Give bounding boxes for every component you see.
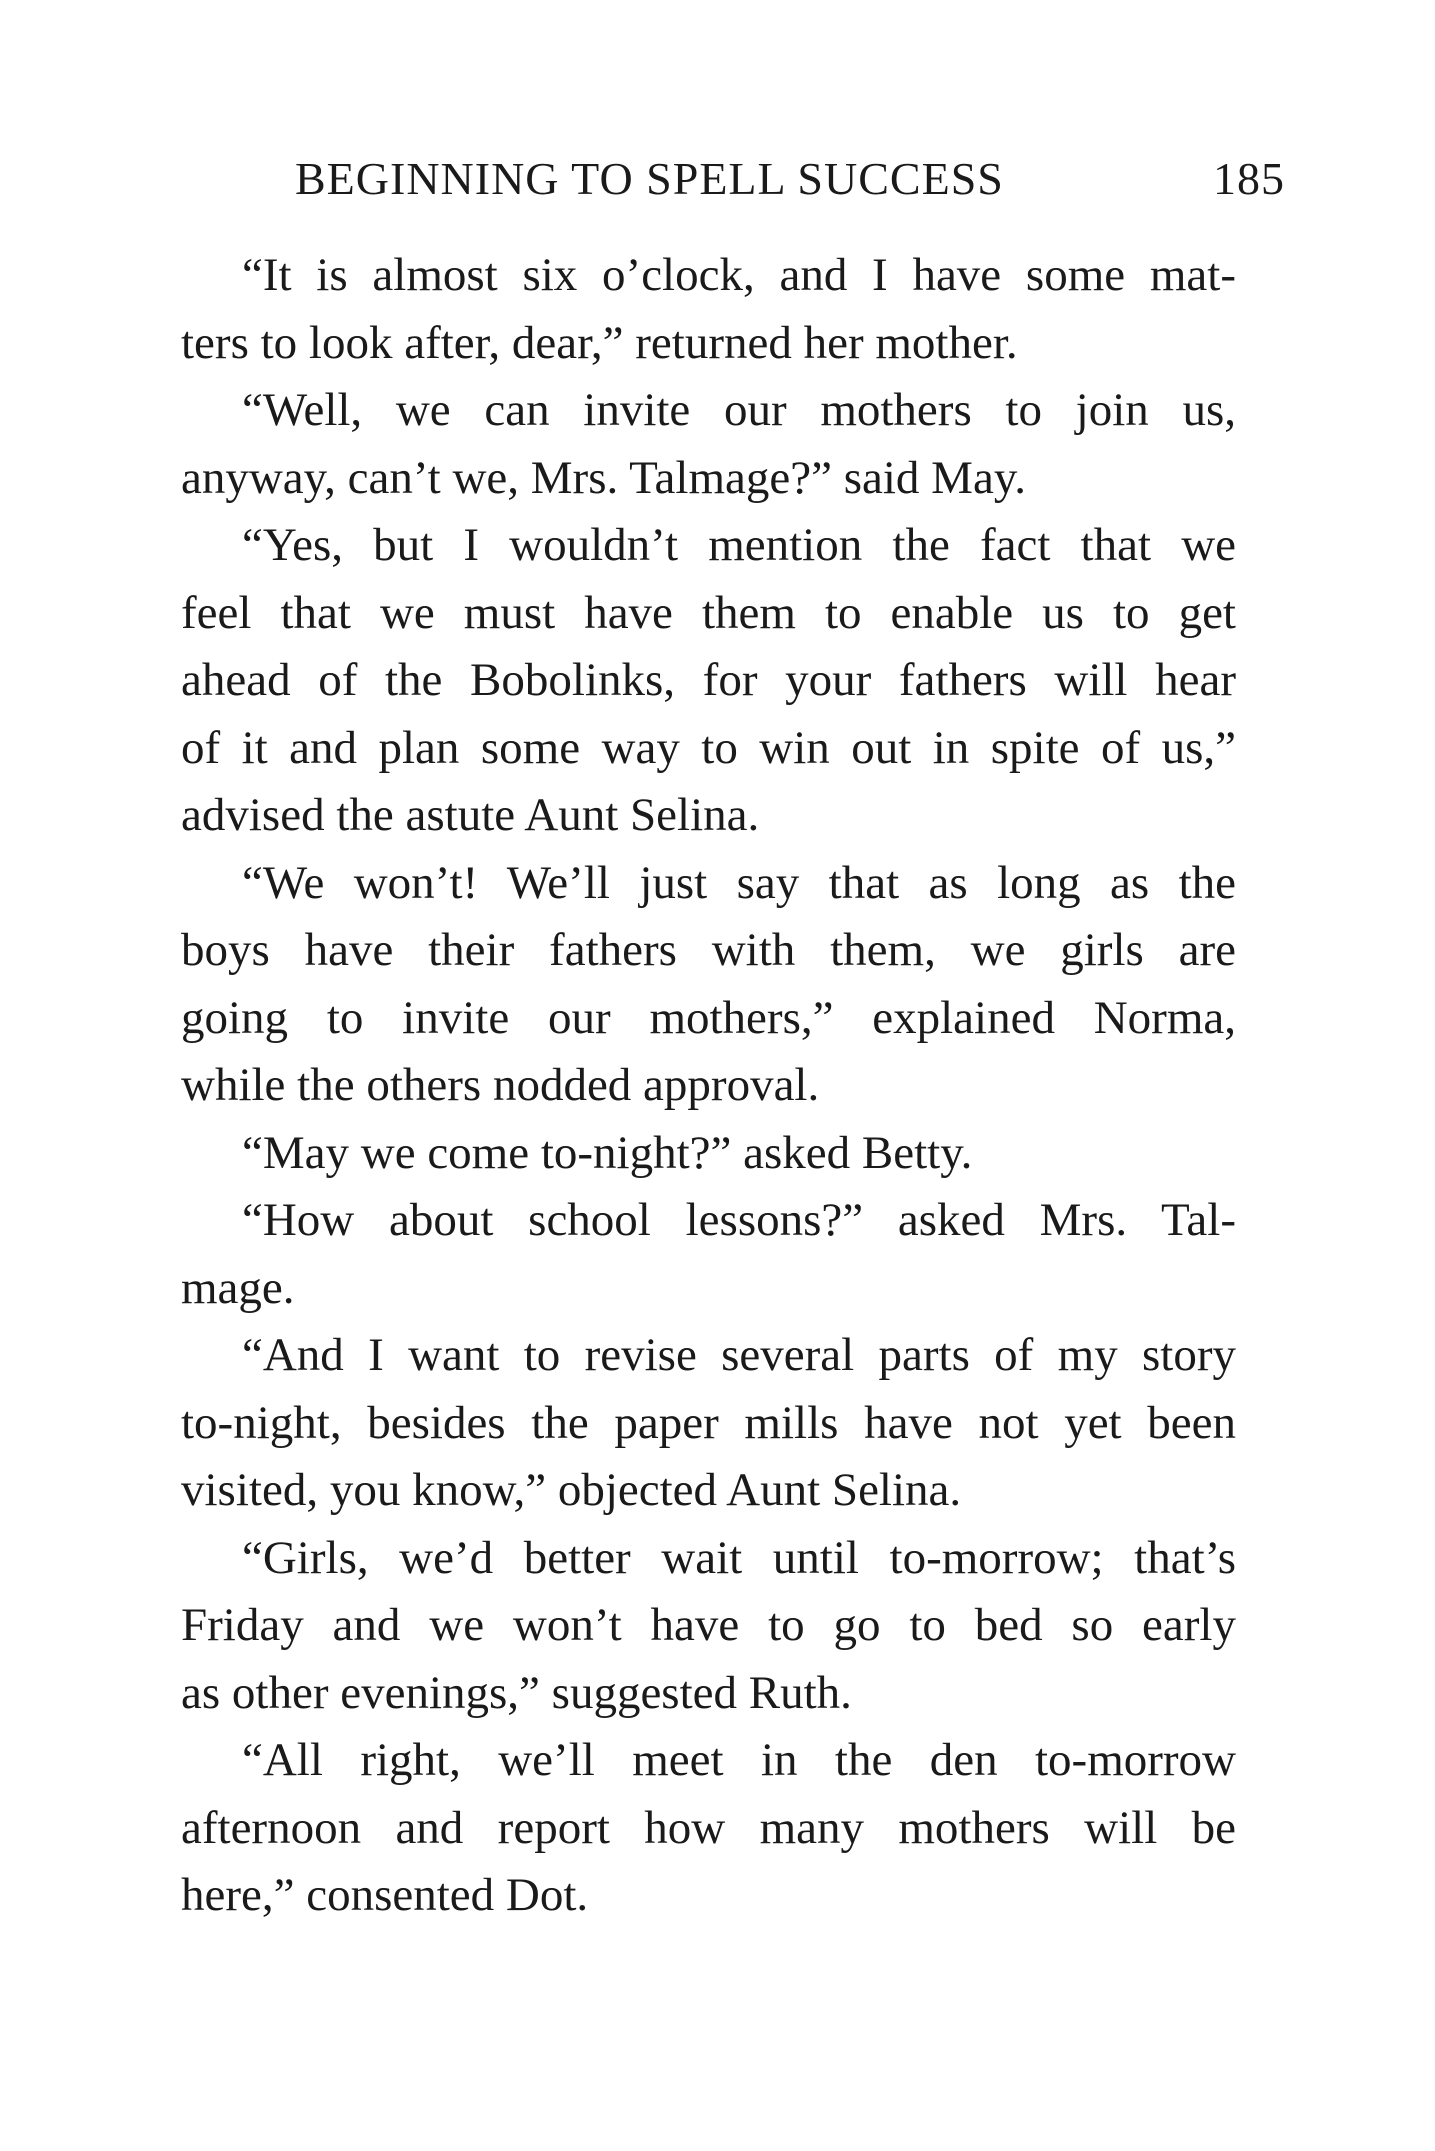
text-line: “We won’t! We’ll just say that as long as the: [242, 856, 1236, 909]
text-line: Friday and we won’t have to go to bed so early: [181, 1599, 1236, 1651]
text-line: while the others nodded approval.: [181, 1059, 820, 1111]
text-line: afternoon and report how many mothers will be: [181, 1801, 1236, 1854]
text-line: “Yes, but I wouldn’t mention the fact that we: [242, 519, 1236, 571]
page-number: 185: [1213, 153, 1285, 204]
text-line: “May we come to-night?” asked Betty.: [242, 1126, 973, 1179]
text-line: feel that we must have them to enable us to get: [181, 586, 1236, 639]
running-head: [295, 152, 1285, 222]
text-line: “Well, we can invite our mothers to join us,: [242, 384, 1236, 436]
text-line: to-night, besides the paper mills have not yet been: [181, 1396, 1236, 1449]
text-line: boys have their fathers with them, we girls are: [181, 924, 1236, 976]
text-line: visited, you know,” objected Aunt Selina.: [181, 1464, 962, 1516]
text-line: “Girls, we’d better wait until to-morrow; that’s: [242, 1531, 1236, 1584]
text-line: mage.: [181, 1261, 295, 1314]
text-line: here,” consented Dot.: [181, 1869, 589, 1921]
text-line: “How about school lessons?” asked Mrs. Tal-: [242, 1194, 1236, 1246]
text-line: as other evenings,” suggested Ruth.: [181, 1666, 852, 1719]
text-line: “All right, we’ll meet in the den to-morrow: [242, 1734, 1236, 1786]
text-line: of it and plan some way to win out in spite of us,”: [181, 721, 1236, 774]
text-line: going to invite our mothers,” explained Norma,: [181, 991, 1236, 1044]
text-line: “And I want to revise several parts of my story: [242, 1329, 1236, 1381]
body-text: [181, 242, 1236, 1930]
text-line: “It is almost six o’clock, and I have some mat-: [242, 249, 1236, 301]
text-line: ahead of the Bobolinks, for your fathers will hear: [181, 654, 1236, 706]
text-line: anyway, can’t we, Mrs. Talmage?” said May.: [181, 451, 1027, 504]
text-line: advised the astute Aunt Selina.: [181, 789, 760, 841]
text-line: ters to look after, dear,” returned her mother.: [181, 316, 1018, 369]
running-title: BEGINNING TO SPELL SUCCESS: [295, 153, 1004, 204]
